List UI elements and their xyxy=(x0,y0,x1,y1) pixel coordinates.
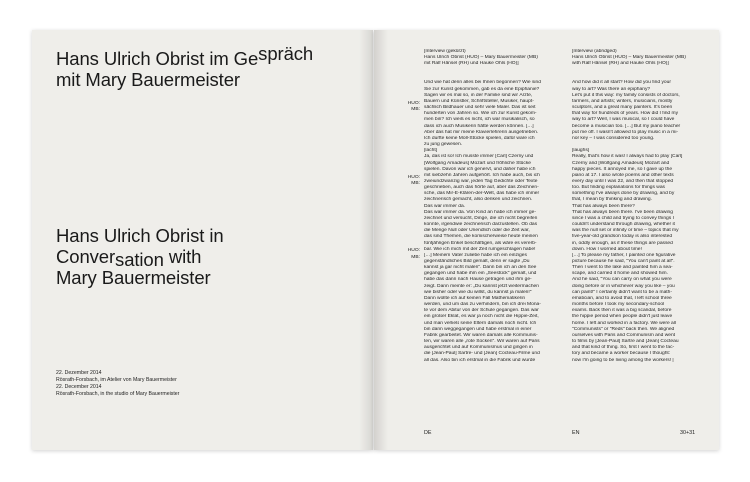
german-text-line: men bin? Ich weiß es nicht, ich war musikalisch, so xyxy=(424,117,535,123)
german-text-line: […] Meinem Vater zuliebe habe ich ein einziges xyxy=(424,252,527,258)
german-header-line: [Interview (gekürzt) xyxy=(424,49,466,54)
speaker-labels xyxy=(394,101,420,261)
english-text-line: ourselves with Paris and Communism and went xyxy=(572,332,676,338)
folio-language-de: DE xyxy=(424,430,432,436)
title-german-line-1b: spräch xyxy=(258,43,314,64)
english-text-line: […] To please my father, I painted one figurative xyxy=(572,252,676,258)
title-german-line-1a: Hans Ulrich Obrist im Ge xyxy=(56,48,259,69)
right-page xyxy=(374,30,719,450)
german-text-line: bar. Wie ich mich mit der Zeit rumgeschlagen habe! xyxy=(424,246,536,252)
title-english-line-2b: sation xyxy=(115,249,164,270)
book-spread xyxy=(32,30,719,450)
english-text xyxy=(572,80,712,363)
english-text-line: That has always been there. I've been drawing xyxy=(572,209,673,215)
english-column xyxy=(572,49,712,364)
english-header-line: [Interview (abridged) xyxy=(572,49,617,54)
meta-line: 22. Dezember 2014 xyxy=(56,370,102,376)
german-text-line: gegangen und habe ihm ein „Seestück" gemalt, und xyxy=(424,271,537,277)
german-text-line: hunderten von Jahren so. Wie ich zur Kunst gekom- xyxy=(424,111,537,117)
german-text-line: Aber das hat mir meine Klavierlehrerin ausgetrieben. xyxy=(424,129,539,135)
english-text-line: now I'm going to be living among the workers! | xyxy=(572,357,674,363)
english-text-line: five-year-old grandson today is also interested xyxy=(572,234,673,240)
german-text-line: fünfjährigen Enkel beschäftigen, als wäre es vererb- xyxy=(424,240,537,246)
english-text-line: in, oddly enough, as if these things are passed xyxy=(572,240,673,246)
english-text-line: sculptors, and a great many painters. It's been xyxy=(572,105,673,111)
english-text-line: doing before or in whichever way you like – you xyxy=(572,283,675,289)
speaker-label: HUO: xyxy=(407,101,420,106)
english-text-line: too. But finding explanations for things was xyxy=(572,185,665,191)
speaker-label: HUO: xyxy=(407,174,420,180)
german-text-line: [lacht] xyxy=(424,148,438,154)
english-text-line: Really, that's how it was! I always had to play [Carl] xyxy=(572,154,683,160)
title-english-line-2a: Conver xyxy=(56,246,116,267)
english-header-line: Hans Ulrich Obrist (HUO) – Mary Bauermeister (MB) xyxy=(572,55,686,61)
german-text-line: wie bisher oder wie du willst, du kannst ja malen!" xyxy=(424,289,532,295)
english-text-line: couldn't understand through drawing, whether it xyxy=(572,222,675,228)
speaker-label: MB: xyxy=(411,180,420,186)
german-text-line: gegenständliches Bild gemalt, denn er sagte „Du xyxy=(424,259,530,264)
english-text-line: that way for hundreds of years. How did I find my xyxy=(572,111,679,117)
english-text-line: [laughs] xyxy=(572,148,590,154)
german-text-line: Bauern und Künstler, Schriftsteller, Musiker, haupt- xyxy=(424,98,534,104)
german-text-line: te vor dem Abitur von der Schule gegangen. Das war xyxy=(424,308,539,314)
german-text-line: Und wie hat denn alles bei Ihnen begonnen? Wie sind xyxy=(424,80,541,86)
german-text-line: sche, das Mir-E-Klären-der-Welt, das habe ich immer xyxy=(424,191,540,197)
english-text-line: put me off. I wasn't allowed to play music in a mi- xyxy=(572,129,679,135)
english-header-line: with Ralf Hänsel (RH) and Hauke Ohls (HO)] xyxy=(572,61,669,67)
english-text-line: nor key – I was considered too young. xyxy=(572,135,655,141)
german-text-line: konnte, irgendwie zeichnerisch darzustellen. Ob das xyxy=(424,222,538,228)
english-text-line: something I've always done by drawing, and by xyxy=(572,191,675,197)
german-text-line: die [Jean-Paul] Sartre- und [Jean] Cocteau-Filme und xyxy=(424,351,540,357)
german-text-line: geschrieben, auch das hörte auf, aber das Zeichnen- xyxy=(424,185,539,191)
english-text-line: happy pieces. It annoyed me, so I gave up the xyxy=(572,166,673,172)
german-text-line: die Menge Null oder Unendlich oder die Zeit war, xyxy=(424,228,530,234)
english-text-line: "Communists" or "Reds" back then. We aligned xyxy=(572,326,675,332)
english-text-line: piano at 17. I also wrote poems and other texts xyxy=(572,172,674,178)
german-text-line: Ich durfte keine Moll-Stücke spielen, dafür ware ich xyxy=(424,135,535,141)
title-english-line-3: Mary Bauermeister xyxy=(56,267,211,288)
speaker-label: HUO: xyxy=(407,248,420,254)
german-text-line: und man verließ seine Eltern damals noch nicht. Ich xyxy=(424,320,537,326)
german-text-line: bin dann weggegangen und habe erstmal in einer xyxy=(424,326,532,332)
english-text-line: and that kind of thing. So, first I went to the fac- xyxy=(572,345,675,351)
english-text-line: Czerny and [Wolfgang Amadeus] Mozart and xyxy=(572,160,670,166)
english-text-line: become a musician too. […] But my piano teacher xyxy=(572,123,681,129)
english-text-line: Let's put it this way: my family consists of doctors, xyxy=(572,92,680,98)
speaker-label: MB: xyxy=(411,254,420,260)
german-text-line: Fabrik gearbeitet. Wir waren damals alle Kommunis- xyxy=(424,332,538,338)
english-text-line: months before I took my secondary-school xyxy=(572,302,665,308)
title-english-line-1: Hans Ulrich Obrist in xyxy=(56,225,224,246)
english-text-line: every day until I was 22, and then that stopped xyxy=(572,178,674,184)
german-text-line: ten, wir waren alle „rote Socken". Wir waren auf Paris xyxy=(424,339,540,345)
english-text-line: was the null set or infinity or time – topics that my xyxy=(572,228,679,234)
folio-language-en: EN xyxy=(572,430,580,436)
german-text xyxy=(424,80,564,363)
title-english xyxy=(56,225,356,288)
page-numbers: 30+31 xyxy=(680,430,696,436)
german-text-line: spielen. Davon war ich genervt, und daher habe ich xyxy=(424,166,536,172)
german-text-line: dass ich auch Musikerin hätte werden können. […] xyxy=(424,123,534,129)
german-text-line: ein großer Eklat, es war ja noch nicht die Hippie-Zeit, xyxy=(424,314,539,320)
title-english-line-2 xyxy=(56,246,356,270)
english-text-line: can paint!" I certainly didn't want to be a math- xyxy=(572,289,672,295)
english-text-line: And he said, "You can carry on what you were xyxy=(572,277,672,283)
german-text-line: Das war immer da. Von Kind an habe ich immer ge- xyxy=(424,209,536,215)
german-text-line: mit siebzehn Jahren aufgehört. Ich habe auch, bis ich xyxy=(424,172,540,178)
english-text-line: scape, and carried it home and showed him. xyxy=(572,271,668,277)
german-text-line: zeichnet und versucht, Dinge, die ich nicht begreifen xyxy=(424,215,538,221)
english-text-line: the hippie period when people didn't just leave xyxy=(572,314,673,320)
german-header-line: mit Ralf Hänsel (RH) und Hauke Ohls (HO)] xyxy=(424,61,519,67)
english-text-line: way to art? Was there an epiphany? xyxy=(572,86,651,92)
english-text-line: down. How I worried about time! xyxy=(572,246,642,252)
german-header-line: Hans Ulrich Obrist (HUO) – Mary Bauermeister (MB) xyxy=(424,55,538,61)
english-text-line: And how did it all start? How did you find your xyxy=(572,80,671,86)
english-text-line: that, I mean by thinking and drawing. xyxy=(572,197,652,203)
german-text-line: ausgerichtet und auf Kommunismus und gingen in xyxy=(424,345,533,351)
english-text-line: to films by [Jean-Paul] Sartre and [Jean] Cocteau xyxy=(572,339,679,345)
german-text-line: zweiundzwanzig war, jeden Tag Gedichte oder Texte xyxy=(424,178,538,184)
german-text-line: kannst ja gar nicht malen". Dann bin ich an den See xyxy=(424,265,537,271)
german-text-line: Sagen wir es mal so, in der Familie sind wir Ärzte, xyxy=(424,92,533,98)
speaker-label: MB: xyxy=(411,107,420,113)
gutter-shadow-left xyxy=(359,30,373,450)
english-text-line: Then I went to the lake and painted him a sea- xyxy=(572,265,673,271)
english-text-line: way to art? Well, I was musical, so I could have xyxy=(572,117,675,123)
english-text-line: picture because he said, "You can't paint at all". xyxy=(572,259,675,264)
english-text-line: home. I left and worked in a factory. We were all xyxy=(572,320,676,326)
title-german-line-1 xyxy=(56,43,356,69)
german-text-line: zu jung gewesen. xyxy=(424,142,463,148)
english-text-line: farmers, and artists; writers, musicians, mostly xyxy=(572,98,673,104)
german-text-line: [Wolfgang Amadeus] Mozart und fröhliche Stücke xyxy=(424,160,532,166)
title-german xyxy=(56,43,356,90)
date-location-block xyxy=(56,370,179,398)
german-text-line: sächlich Bildhauer und sehr viele Maler. Das ist seit xyxy=(424,105,536,111)
german-column xyxy=(424,49,564,364)
german-text-line: Ja, das ist so! Ich musste immer [Carl] Czerny und xyxy=(424,154,534,160)
meta-line: 22. December 2014 xyxy=(56,384,102,390)
german-text-line: zeichnerisch gemacht, also denken und zeichnen. xyxy=(424,197,533,203)
title-german-line-2: mit Mary Bauermeister xyxy=(56,69,240,90)
english-text-line: ematician, and to avoid that, I left school three xyxy=(572,295,672,301)
meta-line: Rösrath-Forsbach, in the studio of Mary Bauermeister xyxy=(56,391,180,397)
english-text-line: since I was a child and trying to convey things I xyxy=(572,215,674,221)
gutter-shadow-right xyxy=(374,30,388,450)
title-english-line-2c: with xyxy=(163,246,202,267)
meta-line: Rösrath-Forsbach, im Atelier von Mary Bauermeister xyxy=(56,377,177,383)
german-text-line: werden, und um das zu verhindern, bin ich drei Mona- xyxy=(424,302,541,308)
german-text-line: das sind Themen, die komischerweise heute meinen xyxy=(424,234,538,240)
german-text-line: Dann wollte ich auf keinen Fall Mathematikerin xyxy=(424,295,526,301)
english-text-line: tory and became a worker because I thought: xyxy=(572,351,671,357)
left-page xyxy=(32,30,373,450)
german-text-line: Das war immer da. xyxy=(424,203,466,209)
german-text-line: zeigt. Dann meinte er: „Du kannst jetzt weitermachen xyxy=(424,283,539,289)
german-text-line: all das. Also bin ich erstmal in die Fabrik und wurde xyxy=(424,357,536,363)
german-text-line: habe das dann nach Hause getragen und ihm ge- xyxy=(424,277,532,283)
german-text-line: Sie zur Kunst gekommen, gab es da eine Epiphanie? xyxy=(424,86,540,92)
english-text-line: exams. Back then it was a big scandal, before xyxy=(572,308,672,314)
english-text-line: That has always been there? xyxy=(572,203,635,209)
